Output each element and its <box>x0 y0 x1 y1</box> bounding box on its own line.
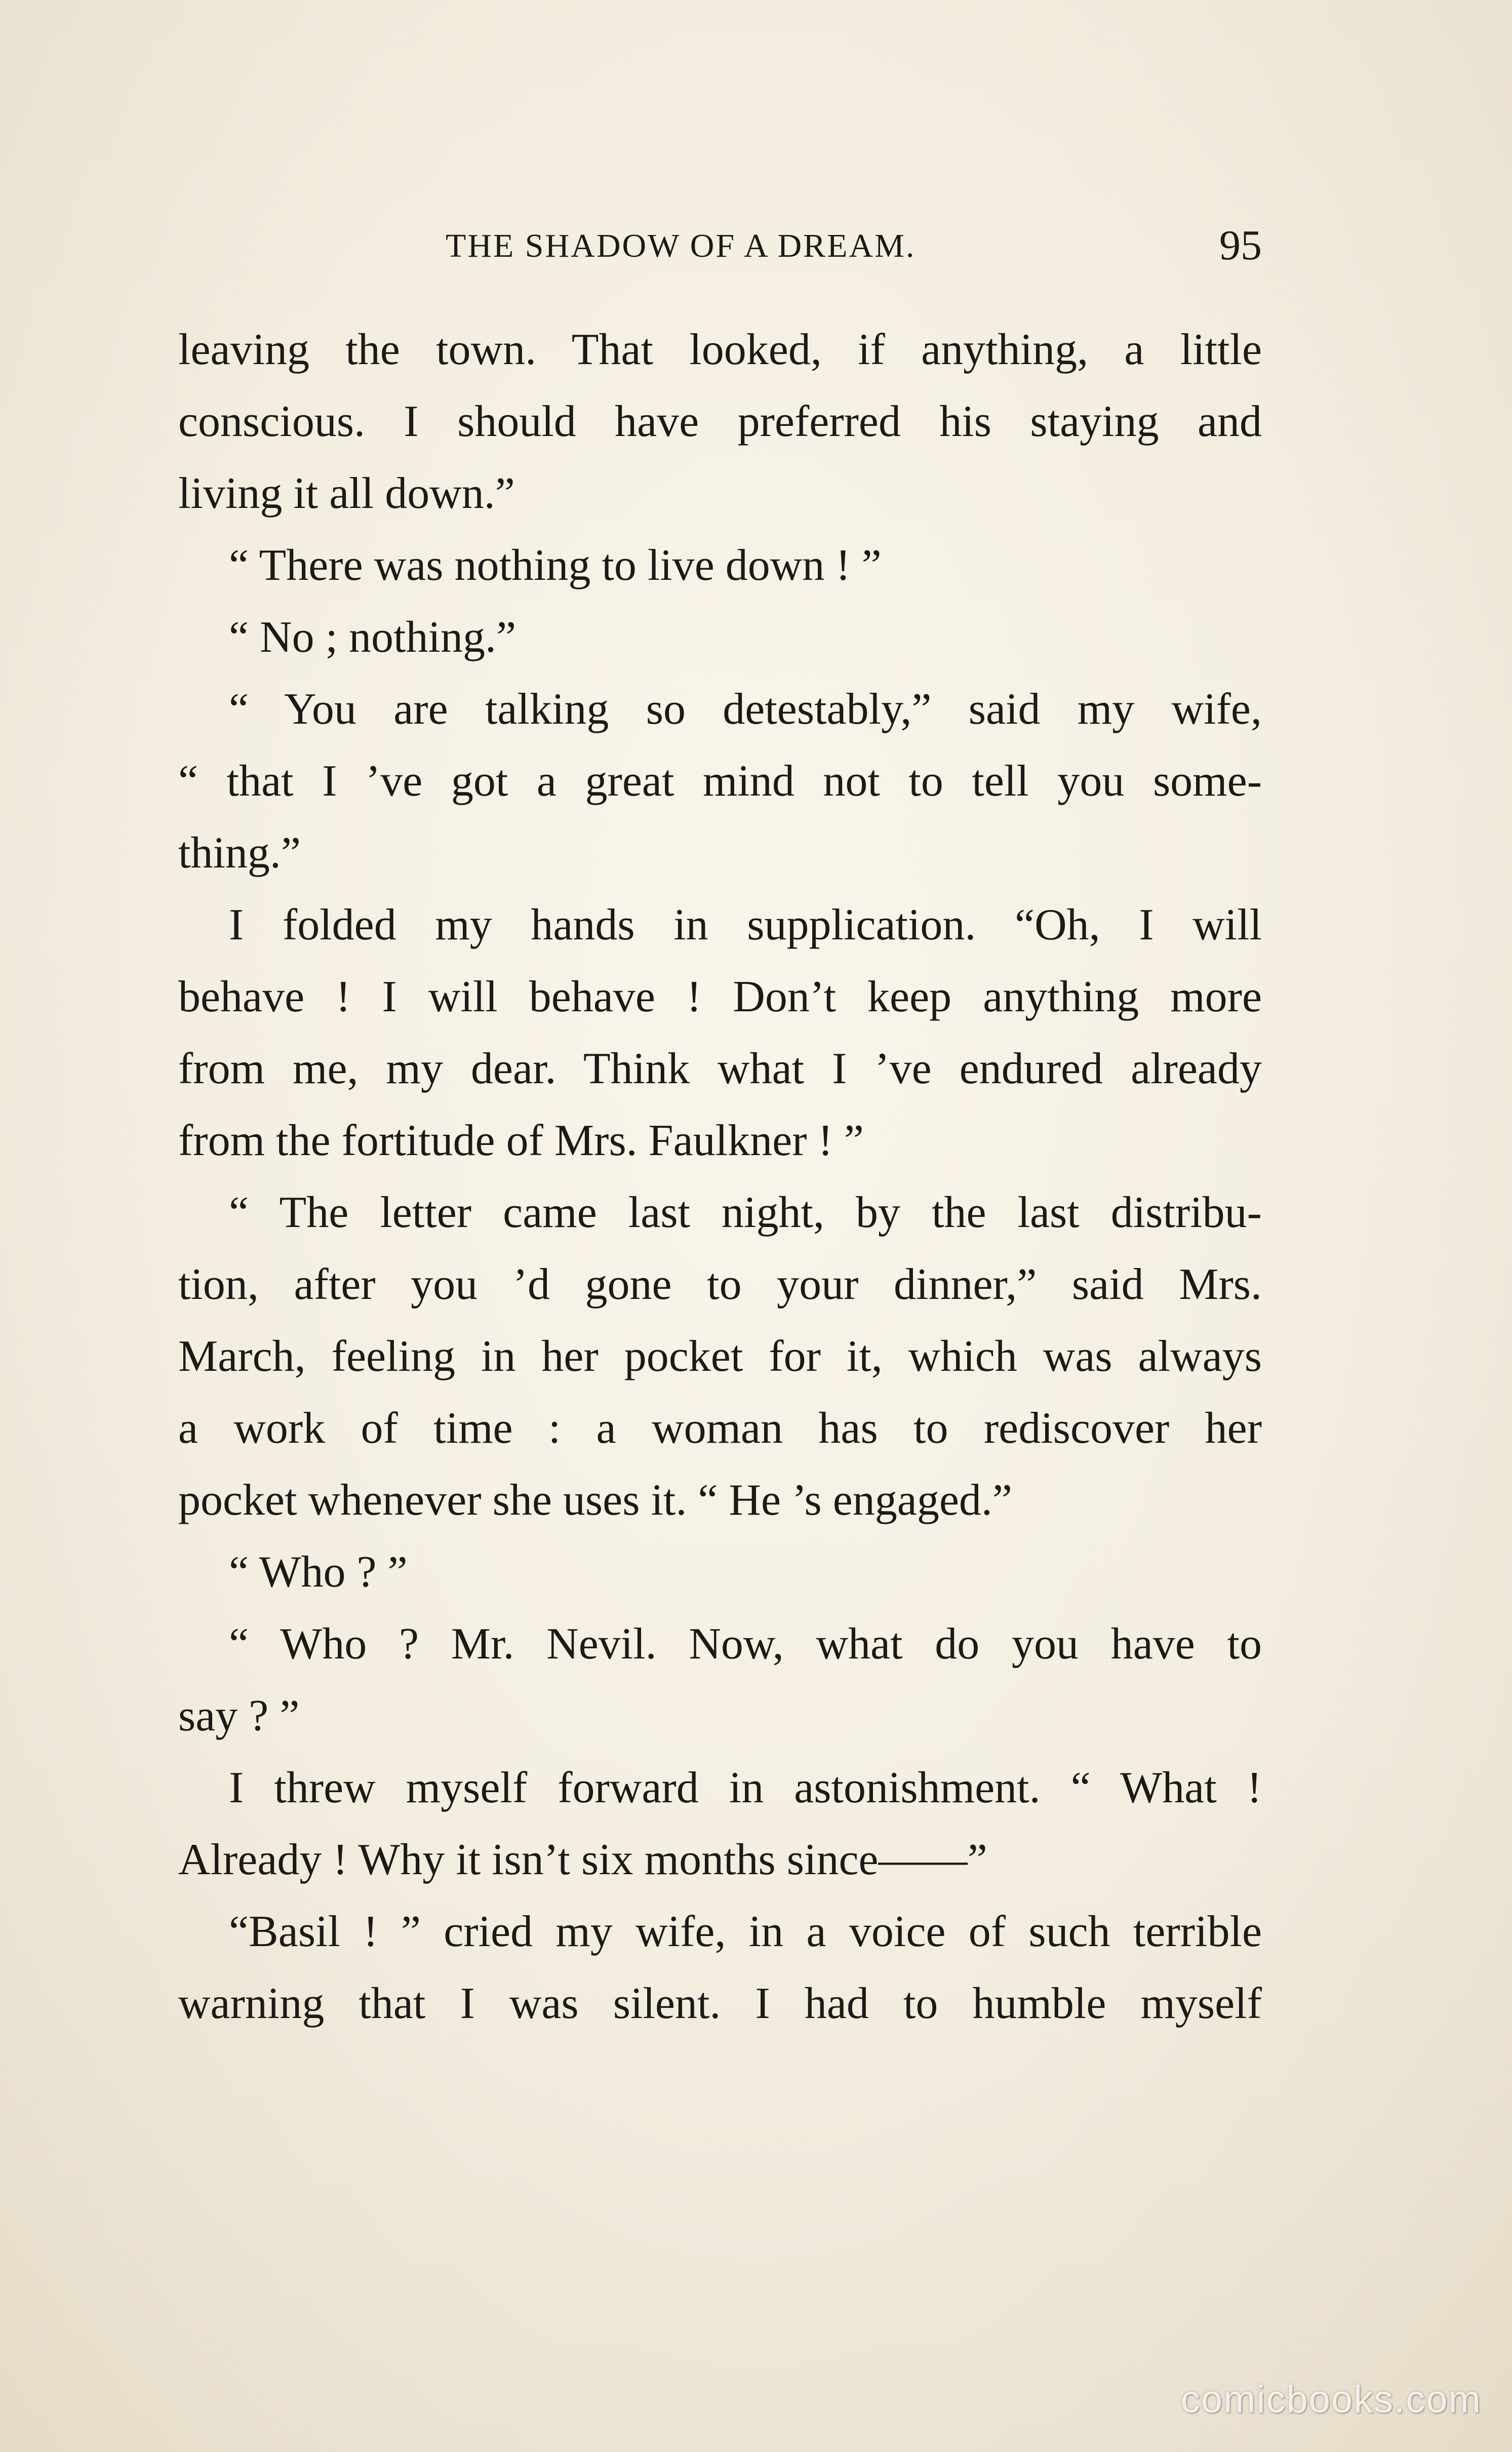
text-line: warning that I was silent. I had to humble myself <box>178 1979 1262 2028</box>
text-line: March, feeling in her pocket for it, which was always <box>178 1332 1262 1381</box>
running-title: THE SHADOW OF A DREAM. <box>446 227 916 264</box>
text-line: thing.” <box>178 828 301 878</box>
text-line: “ No ; nothing.” <box>229 613 516 662</box>
text-line: from the fortitude of Mrs. Faulkner ! ” <box>178 1116 864 1165</box>
text-line: say ? ” <box>178 1691 300 1741</box>
text-line: behave ! I will behave ! Don’t keep anything more <box>178 972 1262 1021</box>
text-line: “ Who ? ” <box>229 1548 408 1597</box>
watermark: comicbooks.com <box>1181 2378 1482 2421</box>
text-line: “ There was nothing to live down ! ” <box>229 541 882 590</box>
text-line: conscious. I should have preferred his staying and <box>178 397 1262 446</box>
text-line: living it all down.” <box>178 469 515 518</box>
text-line: Already ! Why it isn’t six months since——” <box>178 1835 987 1884</box>
text-line: “ that I ’ve got a great mind not to tell you some- <box>178 757 1262 806</box>
page-header <box>178 223 1262 273</box>
text-line: I threw myself forward in astonishment. “ What ! <box>229 1763 1262 1812</box>
body-text <box>178 314 1262 2040</box>
text-line: tion, after you ’d gone to your dinner,” said Mrs. <box>178 1260 1262 1309</box>
text-line: a work of time : a woman has to rediscover her <box>178 1404 1262 1453</box>
text-line: “ The letter came last night, by the last distribu- <box>229 1188 1262 1237</box>
page-number: 95 <box>1219 222 1262 269</box>
text-line: pocket whenever she uses it. “ He ’s engaged.” <box>178 1476 1012 1525</box>
text-line: leaving the town. That looked, if anything, a little <box>178 325 1262 374</box>
text-line: I folded my hands in supplication. “Oh, I will <box>229 900 1262 950</box>
text-line: “ You are talking so detestably,” said my wife, <box>229 685 1262 734</box>
text-line: “ Who ? Mr. Nevil. Now, what do you have to <box>229 1619 1262 1669</box>
text-line: from me, my dear. Think what I ’ve endured already <box>178 1044 1262 1093</box>
text-line: “Basil ! ” cried my wife, in a voice of such terrible <box>229 1907 1262 1956</box>
